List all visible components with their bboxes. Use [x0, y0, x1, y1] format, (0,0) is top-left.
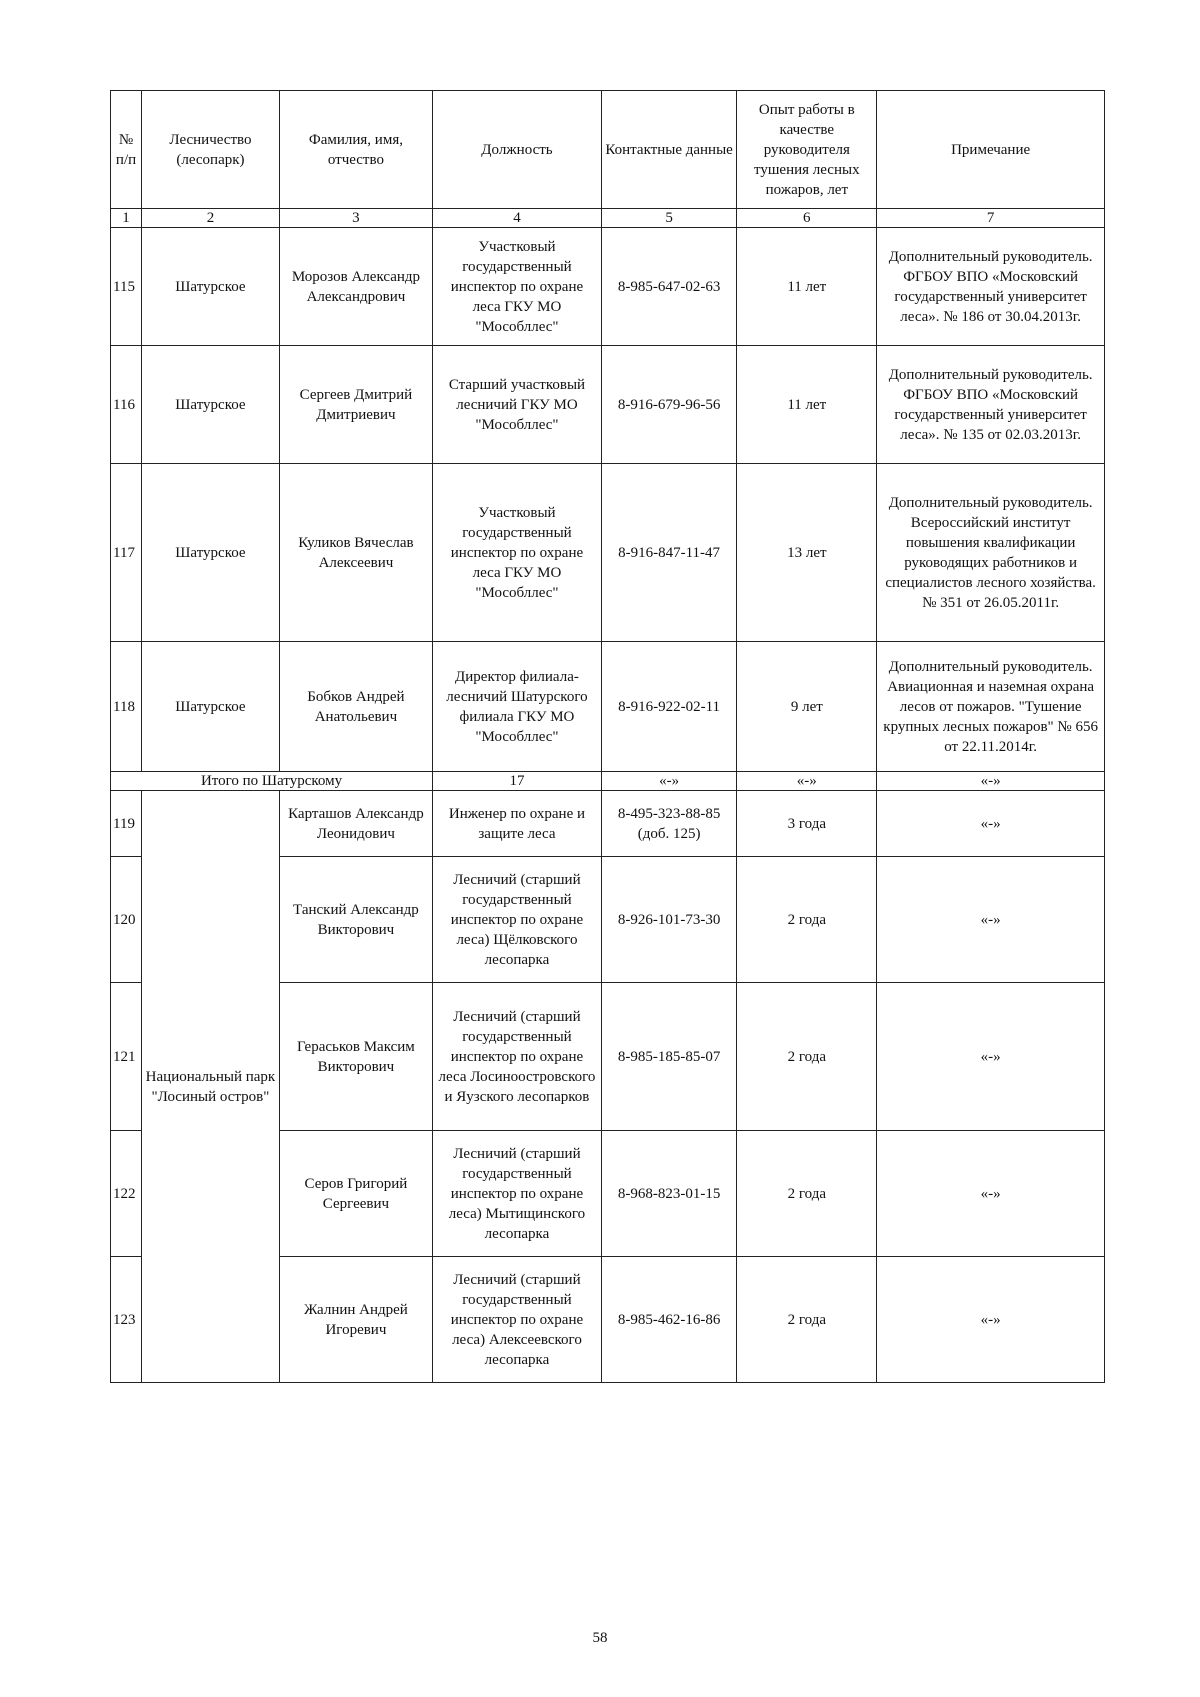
contact-cell: 8-985-462-16-86 [601, 1257, 736, 1383]
contact-cell: 8-916-847-11-47 [601, 464, 736, 642]
name-cell: Гераськов Максим Викторович [279, 983, 432, 1131]
row-number: 115 [111, 228, 142, 346]
total-experience: «-» [737, 772, 877, 791]
row-number: 116 [111, 346, 142, 464]
experience-cell: 11 лет [737, 228, 877, 346]
position-cell: Лесничий (старший государственный инспектор по охране леса Лосиноостровского и Яузского лесопарков [433, 983, 602, 1131]
column-number: 2 [142, 209, 280, 228]
column-number: 4 [433, 209, 602, 228]
contact-cell: 8-495-323-88-85 (доб. 125) [601, 791, 736, 857]
header-cell-contact: Контактные данные [601, 91, 736, 209]
position-cell: Лесничий (старший государственный инспектор по охране леса) Алексеевского лесопарка [433, 1257, 602, 1383]
position-cell: Лесничий (старший государственный инспектор по охране леса) Щёлковского лесопарка [433, 857, 602, 983]
experience-cell: 9 лет [737, 642, 877, 772]
experience-cell: 3 года [737, 791, 877, 857]
experience-cell: 2 года [737, 1257, 877, 1383]
experience-cell: 11 лет [737, 346, 877, 464]
position-cell: Участковый государственный инспектор по охране леса ГКУ МО "Мособллес" [433, 228, 602, 346]
contact-cell: 8-985-647-02-63 [601, 228, 736, 346]
total-note: «-» [877, 772, 1105, 791]
note-cell: Дополнительный руководитель. Всероссийский институт повышения квалификации руководящих работников и специалистов лесного хозяйства. № 351 от 26.05.2011г. [877, 464, 1105, 642]
note-cell: «-» [877, 1257, 1105, 1383]
name-cell: Сергеев Дмитрий Дмитриевич [279, 346, 432, 464]
note-cell: Дополнительный руководитель. ФГБОУ ВПО «Московский государственный университет леса». № 135 от 02.03.2013г. [877, 346, 1105, 464]
row-number: 119 [111, 791, 142, 857]
experience-cell: 2 года [737, 983, 877, 1131]
note-cell: «-» [877, 983, 1105, 1131]
contact-cell: 8-916-922-02-11 [601, 642, 736, 772]
forestry-cell: Шатурское [142, 464, 280, 642]
contact-cell: 8-926-101-73-30 [601, 857, 736, 983]
name-cell: Серов Григорий Сергеевич [279, 1131, 432, 1257]
column-number-row [111, 209, 1105, 228]
forestry-cell: Национальный парк "Лосиный остров" [142, 791, 280, 1383]
header-cell-name: Фамилия, имя, отчество [279, 91, 432, 209]
note-cell: «-» [877, 791, 1105, 857]
row-number: 117 [111, 464, 142, 642]
note-cell: «-» [877, 1131, 1105, 1257]
table-row [111, 464, 1105, 642]
row-number: 122 [111, 1131, 142, 1257]
total-contact: «-» [601, 772, 736, 791]
name-cell: Морозов Александр Александрович [279, 228, 432, 346]
contact-cell: 8-916-679-96-56 [601, 346, 736, 464]
table-row [111, 228, 1105, 346]
name-cell: Бобков Андрей Анатольевич [279, 642, 432, 772]
header-cell-number: № п/п [111, 91, 142, 209]
header-cell-position: Должность [433, 91, 602, 209]
row-number: 120 [111, 857, 142, 983]
personnel-table [110, 90, 1105, 1383]
table-row [111, 346, 1105, 464]
note-cell: Дополнительный руководитель. Авиационная и наземная охрана лесов от пожаров. "Тушение крупных лесных пожаров" № 656 от 22.11.2014г. [877, 642, 1105, 772]
header-cell-forestry: Лесничество (лесопарк) [142, 91, 280, 209]
experience-cell: 13 лет [737, 464, 877, 642]
contact-cell: 8-968-823-01-15 [601, 1131, 736, 1257]
page-number: 58 [592, 1630, 608, 1646]
total-sum: 17 [433, 772, 602, 791]
column-number: 5 [601, 209, 736, 228]
position-cell: Лесничий (старший государственный инспектор по охране леса) Мытищинского лесопарка [433, 1131, 602, 1257]
contact-cell: 8-985-185-85-07 [601, 983, 736, 1131]
forestry-cell: Шатурское [142, 346, 280, 464]
row-number: 121 [111, 983, 142, 1131]
experience-cell: 2 года [737, 857, 877, 983]
table-row [111, 642, 1105, 772]
header-cell-experience: Опыт работы в качестве руководителя тушения лесных пожаров, лет [737, 91, 877, 209]
name-cell: Жалнин Андрей Игоревич [279, 1257, 432, 1383]
position-cell: Инженер по охране и защите леса [433, 791, 602, 857]
column-number: 6 [737, 209, 877, 228]
note-cell: «-» [877, 857, 1105, 983]
column-number: 7 [877, 209, 1105, 228]
position-cell: Участковый государственный инспектор по охране леса ГКУ МО "Мособллес" [433, 464, 602, 642]
header-cell-note: Примечание [877, 91, 1105, 209]
name-cell: Карташов Александр Леонидович [279, 791, 432, 857]
total-label: Итого по Шатурскому [111, 772, 433, 791]
forestry-cell: Шатурское [142, 642, 280, 772]
table-row [111, 791, 1105, 857]
position-cell: Старший участковый лесничий ГКУ МО "Мособллес" [433, 346, 602, 464]
header-row [111, 91, 1105, 209]
row-number: 118 [111, 642, 142, 772]
total-row [111, 772, 1105, 791]
column-number: 3 [279, 209, 432, 228]
position-cell: Директор филиала-лесничий Шатурского филиала ГКУ МО "Мособллес" [433, 642, 602, 772]
note-cell: Дополнительный руководитель. ФГБОУ ВПО «Московский государственный университет леса». № 186 от 30.04.2013г. [877, 228, 1105, 346]
column-number: 1 [111, 209, 142, 228]
name-cell: Танский Александр Викторович [279, 857, 432, 983]
forestry-cell: Шатурское [142, 228, 280, 346]
name-cell: Куликов Вячеслав Алексеевич [279, 464, 432, 642]
experience-cell: 2 года [737, 1131, 877, 1257]
row-number: 123 [111, 1257, 142, 1383]
